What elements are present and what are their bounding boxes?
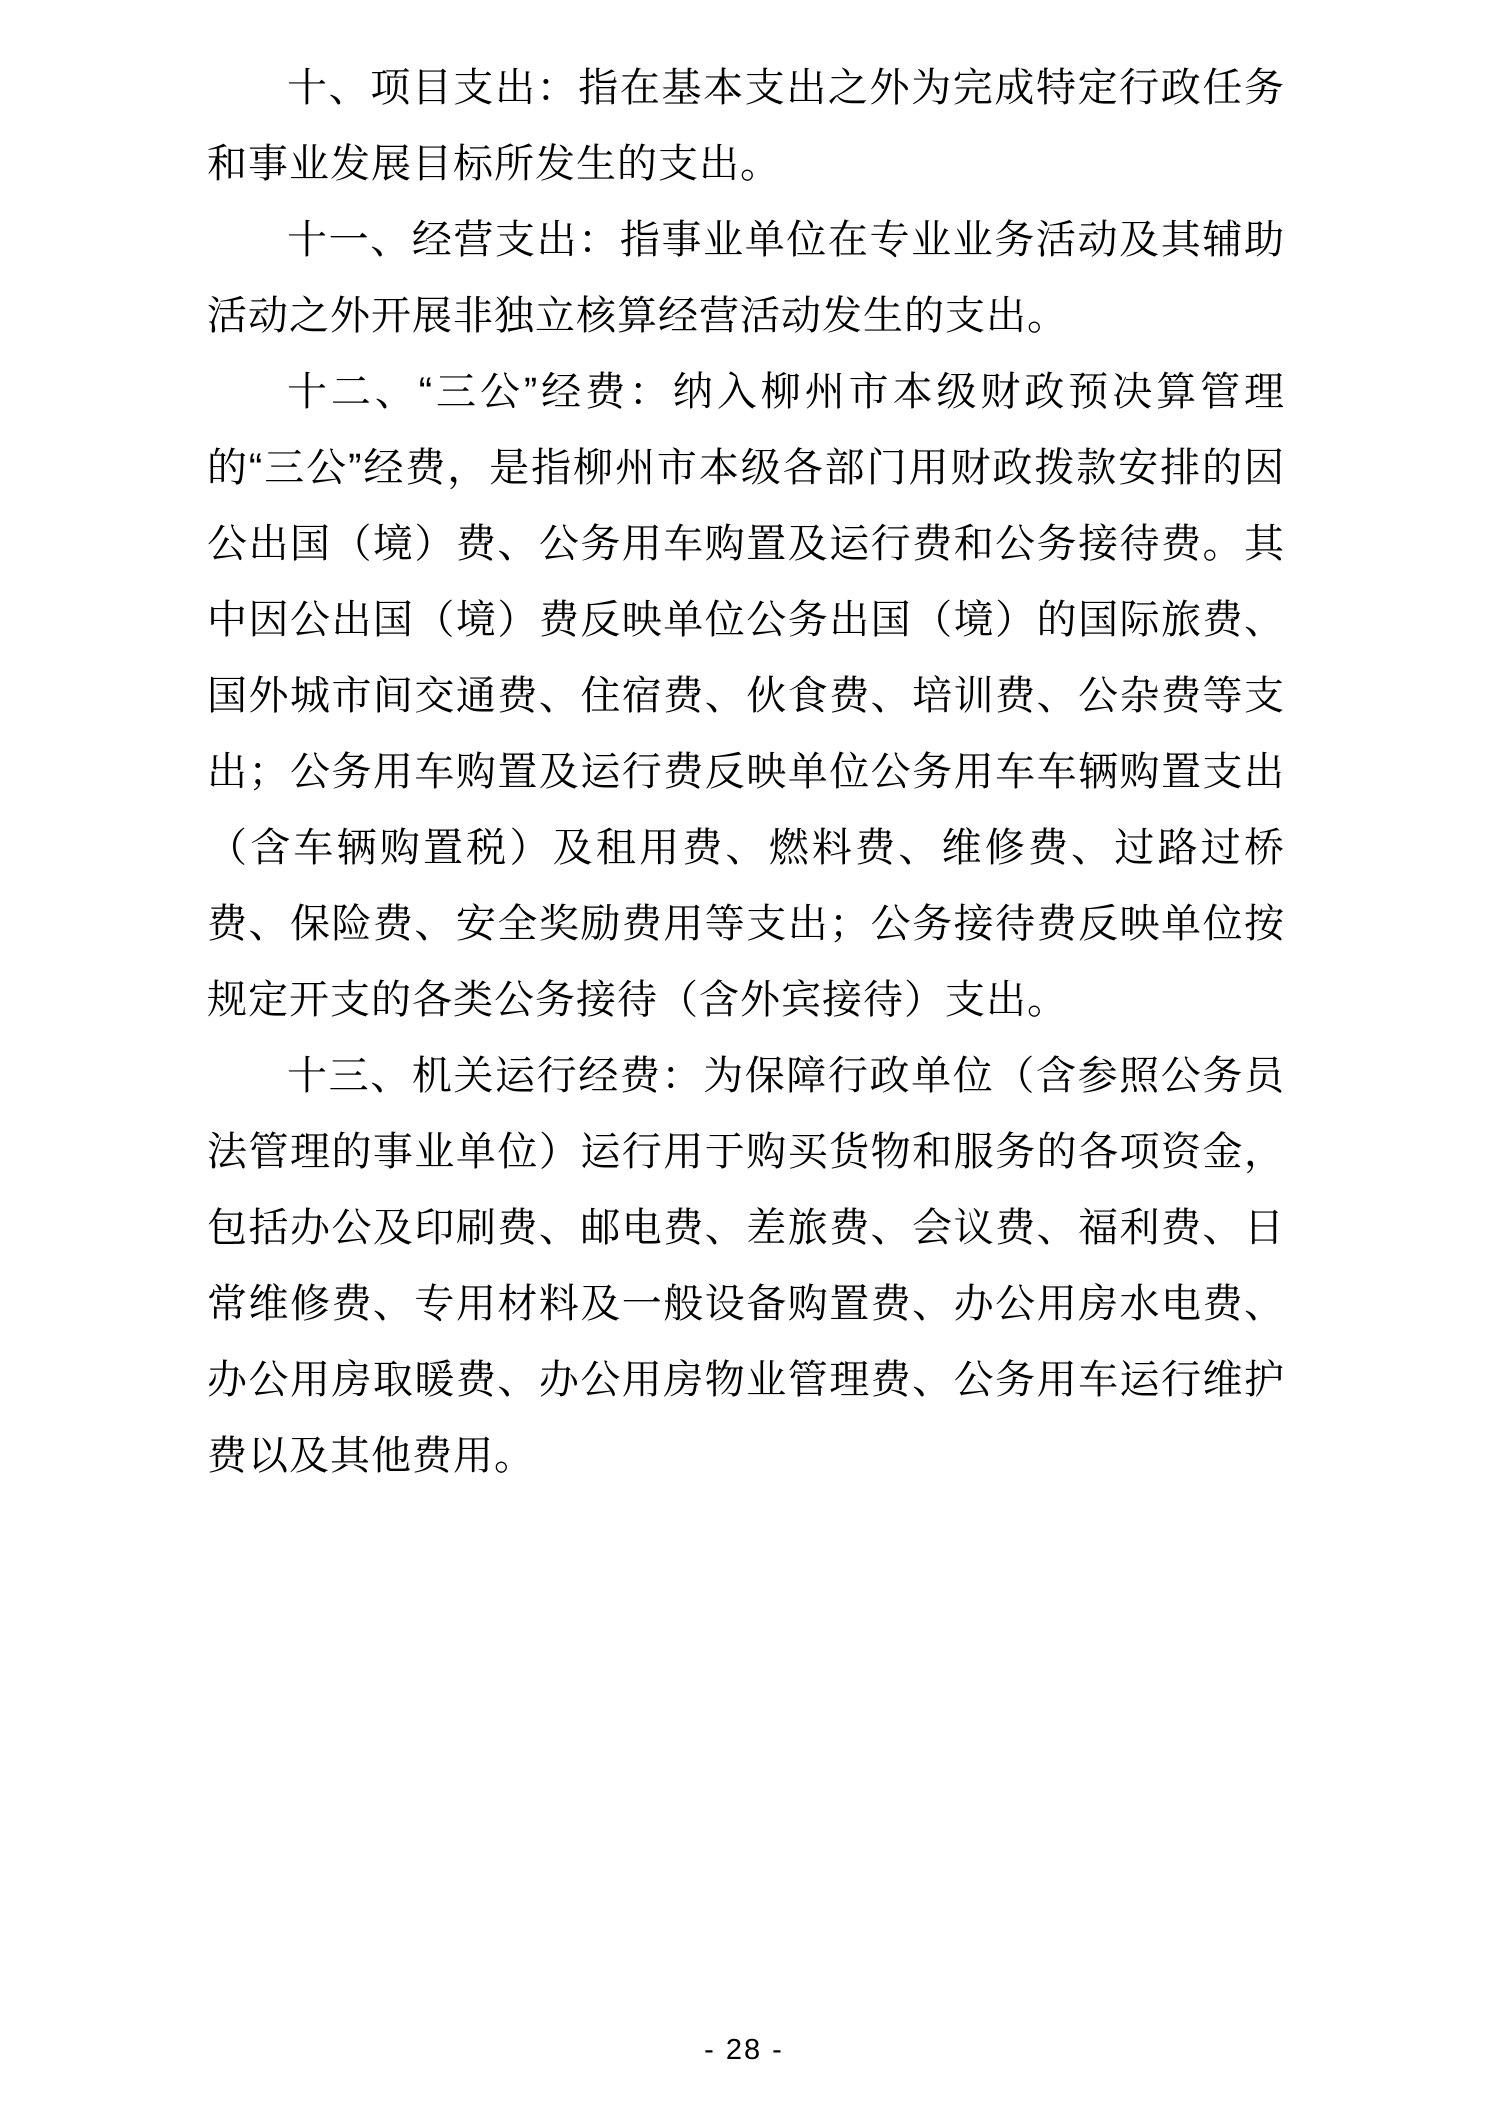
paragraph-operating-expenditure: 十一、经营支出：指事业单位在专业业务活动及其辅助活动之外开展非独立核算经营活动发生的支出。 [207,218,1285,338]
paragraph-three-public-funds: 十二、“三公”经费：纳入柳州市本级财政预决算管理的“三公”经费，是指柳州市本级各部门用财政拨款安排的因公出国（境）费、公务用车购置及运行费和公务接待费。其中因公出国（境）费反映单位公务出国（境）的国际旅费、国外城市间交通费、住宿费、伙食费、培训费、公杂费等支出；公务用车购置及运行费反映单位公务用车车辆购置支出（含车辆购置税）及租用费、燃料费、维修费、过路过桥费、保险费、安全奖励费用等支出；公务接待费反映单位按规定开支的各类公务接待（含外宾接待）支出。 [207,370,1285,1022]
paragraph-item-expenditure: 十、项目支出：指在基本支出之外为完成特定行政任务和事业发展目标所发生的支出。 [207,66,1285,186]
paragraph-agency-operating-funds: 十三、机关运行经费：为保障行政单位（含参照公务员法管理的事业单位）运行用于购买货物和服务的各项资金，包括办公及印刷费、邮电费、差旅费、会议费、福利费、日常维修费、专用材料及一般设备购置费、办公用房水电费、办公用房取暖费、办公用房物业管理费、公务用车运行维护费以及其他费用。 [207,1054,1285,1478]
page-number: - 28 - [704,2034,784,2066]
document-body [207,50,1285,1494]
